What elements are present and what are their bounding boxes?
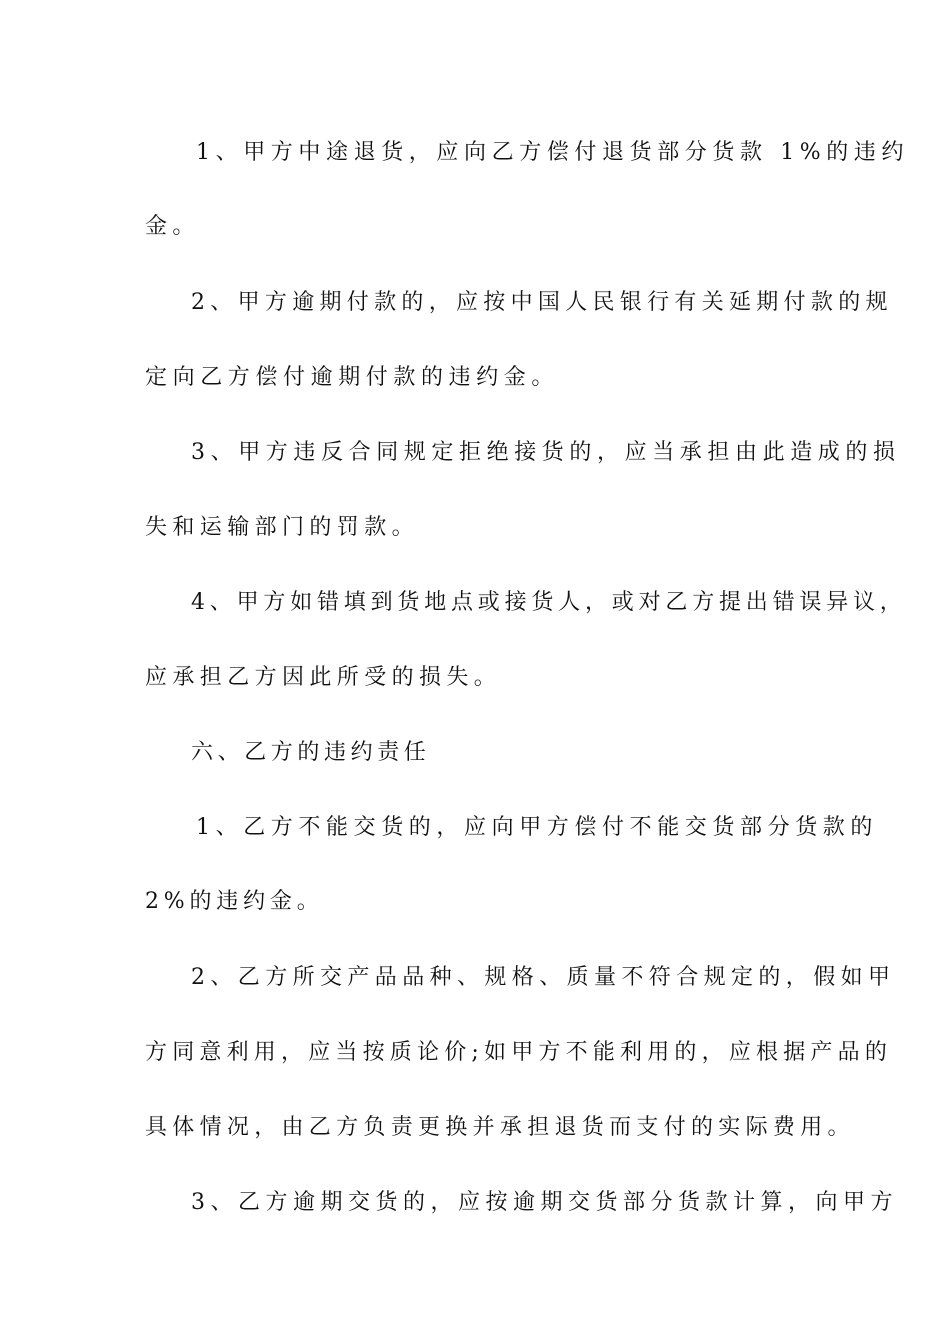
paragraph-line: 4、甲方如错填到货地点或接货人，或对乙方提出错误异议， <box>191 590 907 615</box>
section-heading: 六、乙方的违约责任 <box>191 740 431 765</box>
paragraph-line: 1、乙方不能交货的，应向甲方偿付不能交货部分货款的 <box>196 815 878 840</box>
paragraph-line: 具体情况，由乙方负责更换并承担退货而支付的实际费用。 <box>145 1115 855 1140</box>
paragraph-line: 失和运输部门的罚款。 <box>145 515 420 540</box>
paragraph-line: 3、甲方违反合同规定拒绝接货的，应当承担由此造成的损 <box>191 440 901 465</box>
paragraph-line: 定向乙方偿付逾期付款的违约金。 <box>145 365 560 390</box>
paragraph-line: 应承担乙方因此所受的损失。 <box>145 665 502 690</box>
paragraph-line: 2、乙方所交产品品种、规格、质量不符合规定的，假如甲 <box>191 965 896 990</box>
paragraph-line: 2、甲方逾期付款的，应按中国人民银行有关延期付款的规 <box>191 290 893 315</box>
paragraph-line: 金。 <box>145 214 200 239</box>
paragraph-line: 方同意利用，应当按质论价;如甲方不能利用的，应根据产品的 <box>145 1040 893 1065</box>
paragraph-line: 2%的违约金。 <box>145 889 324 914</box>
paragraph-line: 1、甲方中途退货，应向乙方偿付退货部分货款 1%的违约 <box>196 140 910 165</box>
paragraph-line: 3、乙方逾期交货的，应按逾期交货部分货款计算，向甲方 <box>191 1190 898 1215</box>
